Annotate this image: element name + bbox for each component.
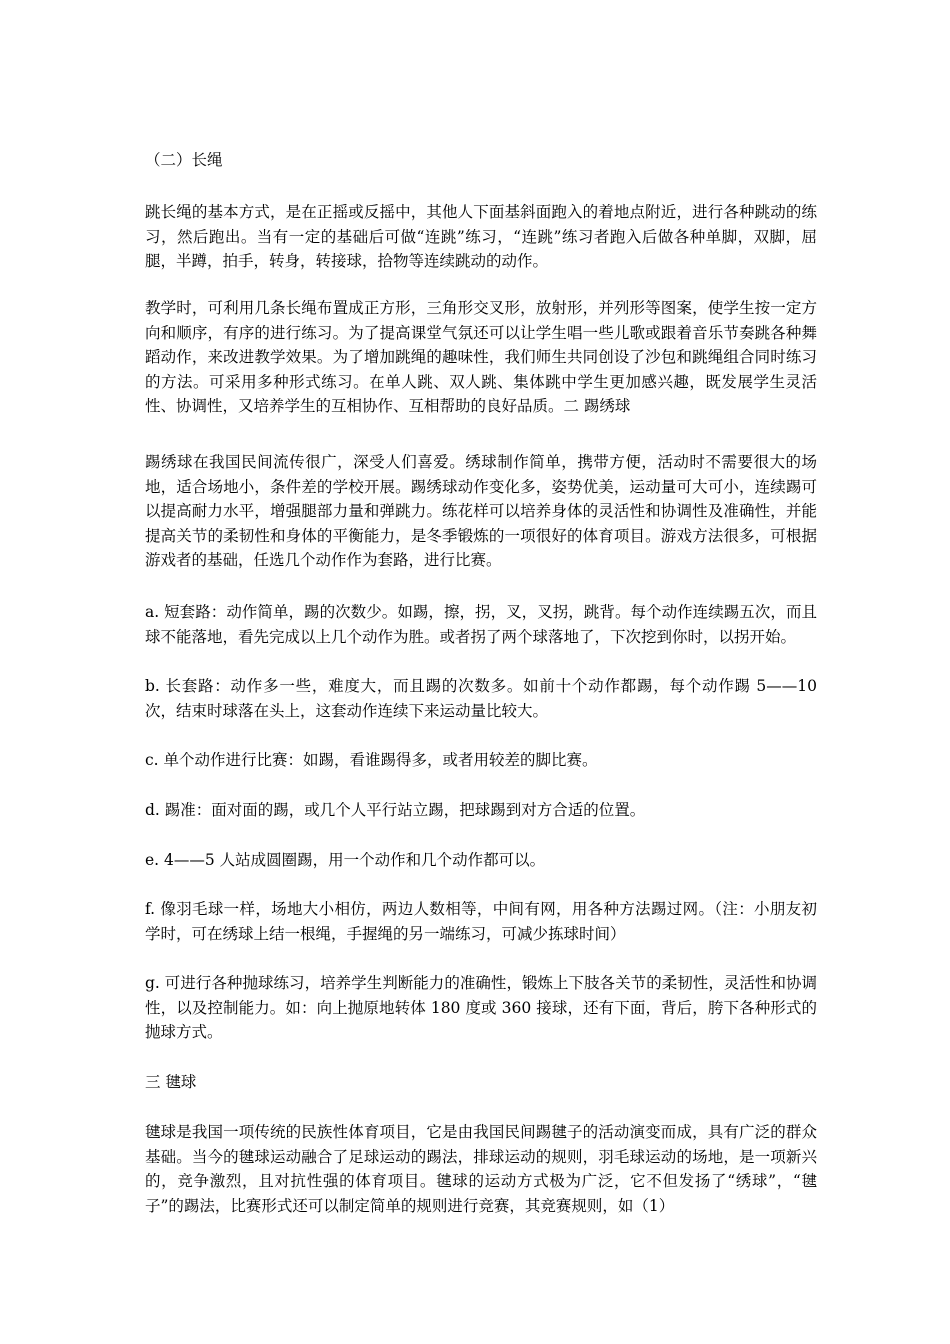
section-heading-long-rope: （二）长绳 xyxy=(145,151,223,169)
paragraph-teaching-methods: 教学时，可利用几条长绳布置成正方形，三角形交叉形，放射形，并列形等图案，使学生按一定方向和顺序，有序的进行练习。为了提高课堂气氛还可以让学生唱一些儿歌或跟着音乐节奏跳各种舞蹈动作，来改进教学效果。为了增加跳绳的趣味性，我们师生共同创设了沙包和跳绳组合同时练习的方法。可采用多种形式练习。在单人跳、双人跳、集体跳中学生更加感兴趣，既发展学生灵活性、协调性，又培养学生的互相协作、互相帮助的良好品质。二 踢绣球 xyxy=(145,299,817,415)
paragraph-shuttlecock-intro: 毽球是我国一项传统的民族性体育项目，它是由我国民间踢毽子的活动演变而成，具有广泛的群众基础。当今的毽球运动融合了足球运动的踢法，排球运动的规则，羽毛球运动的场地，是一项新兴的，竞争激烈，且对抗性强的体育项目。毽球的运动方式极为广泛，它不但发扬了“绣球”，“毽子”的踢法，比赛形式还可以制定简单的规则进行竞赛，其竞赛规则，如（1） xyxy=(145,1123,817,1215)
list-item-c-single-move: c. 单个动作进行比赛：如踢，看谁踢得多，或者用较差的脚比赛。 xyxy=(145,751,598,769)
section-heading-shuttlecock: 三 毽球 xyxy=(145,1073,197,1091)
list-item-g-throwing: g. 可进行各种抛球练习，培养学生判断能力的准确性，锻炼上下肢各关节的柔韧性，灵活性和协调性，以及控制能力。如：向上抛原地转体 180 度或 360 接球，还有下面，背后，胯下各种形式的抛球方式。 xyxy=(145,974,817,1041)
list-item-d-accuracy: d. 踢准：面对面的踢，或几个人平行站立踢，把球踢到对方合适的位置。 xyxy=(145,801,646,819)
paragraph-long-rope-basics: 跳长绳的基本方式，是在正摇或反摇中，其他人下面基斜面跑入的着地点附近，进行各种跳动的练习，然后跑出。当有一定的基础后可做“连跳”练习，“连跳”练习者跑入后做各种单脚，双脚，屈腿，半蹲，拍手，转身，转接球，拾物等连续跳动的动作。 xyxy=(145,203,817,270)
list-item-e-circle: e. 4——5 人站成圆圈踢，用一个动作和几个动作都可以。 xyxy=(145,851,546,869)
paragraph-embroidered-ball-intro: 踢绣球在我国民间流传很广，深受人们喜爱。绣球制作简单，携带方便，活动时不需要很大的场地，适合场地小，条件差的学校开展。踢绣球动作变化多，姿势优美，运动量可大可小，连续踢可以提高耐力水平，增强腿部力量和弹跳力。练花样可以培养身体的灵活性和协调性及准确性，并能提高关节的柔韧性和身体的平衡能力，是冬季锻炼的一项很好的体育项目。游戏方法很多，可根据游戏者的基础，任选几个动作作为套路，进行比赛。 xyxy=(145,453,817,569)
list-item-f-badminton-style: f. 像羽毛球一样，场地大小相仿，两边人数相等，中间有网，用各种方法踢过网。（注：小朋友初学时，可在绣球上结一根绳，手握绳的另一端练习，可减少拣球时间） xyxy=(145,900,817,943)
list-item-b-long-routine: b. 长套路：动作多一些，难度大，而且踢的次数多。如前十个动作都踢，每个动作踢 5——10 次，结束时球落在头上，这套动作连续下来运动量比较大。 xyxy=(145,677,817,720)
list-item-a-short-routine: a. 短套路：动作简单，踢的次数少。如踢，擦，拐，叉，叉拐，跳背。每个动作连续踢五次，而且球不能落地，看先完成以上几个动作为胜。或者拐了两个球落地了，下次挖到你时，以拐开始。 xyxy=(145,603,817,646)
